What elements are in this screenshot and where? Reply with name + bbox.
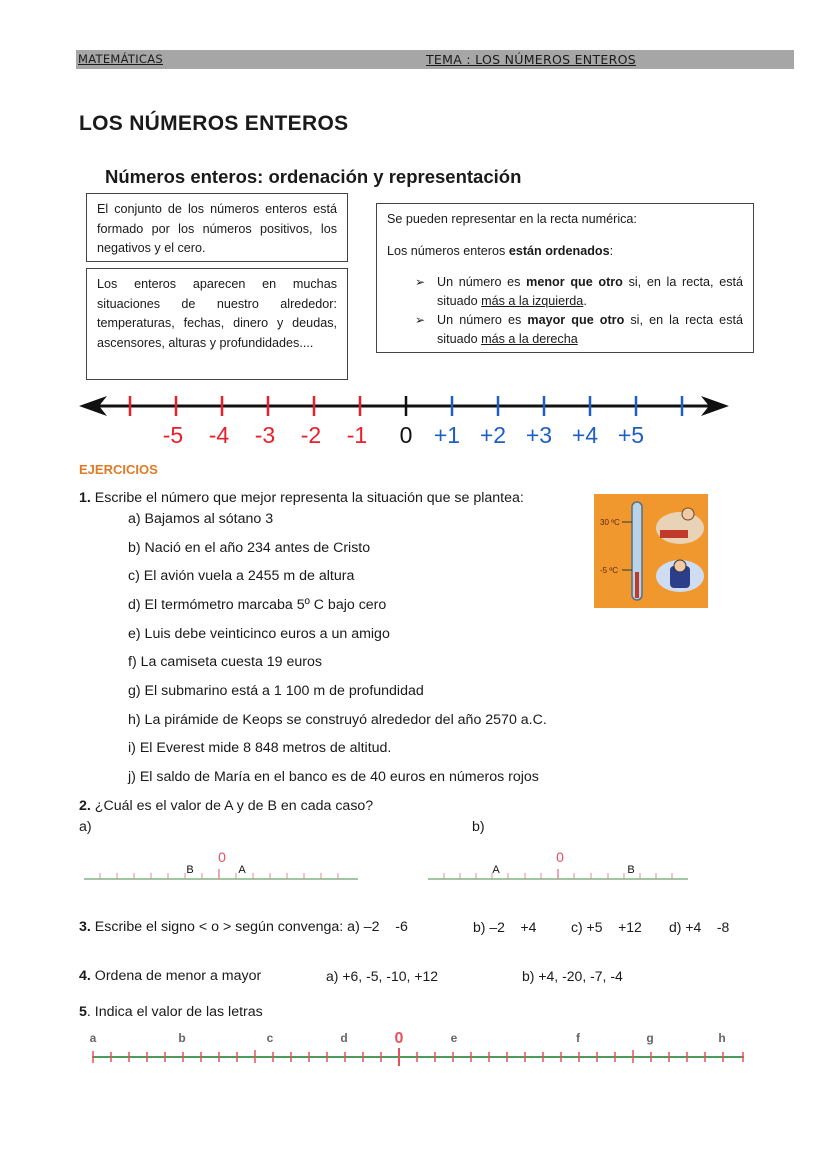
q1-item-i: i) El Everest mide 8 848 metros de altitud. bbox=[128, 740, 392, 756]
tick-label: +1 bbox=[433, 422, 461, 448]
q4-part-a: a) +6, -5, -10, +12 bbox=[326, 968, 439, 984]
header-subject: MATEMÁTICAS bbox=[78, 52, 163, 66]
page-subtitle: Números enteros: ordenación y representación bbox=[105, 166, 522, 187]
tick-label: -3 bbox=[254, 422, 276, 448]
letter-b: b bbox=[178, 1031, 186, 1045]
tick-label: +5 bbox=[617, 422, 645, 448]
question-number: 2. bbox=[79, 798, 91, 814]
q2-number-line-b bbox=[428, 845, 693, 885]
tick-label: -2 bbox=[300, 422, 322, 448]
question-number: 4. bbox=[79, 968, 91, 984]
tick-label: +3 bbox=[525, 422, 553, 448]
question-prompt: Escribe el signo < o > según convenga: a) –2 -6 bbox=[94, 919, 408, 935]
thermometer-illustration bbox=[594, 494, 708, 608]
letter-e: e bbox=[450, 1031, 458, 1045]
question-prompt: ¿Cuál es el valor de A y de B en cada caso? bbox=[94, 798, 374, 814]
exercises-heading: EJERCICIOS bbox=[79, 462, 158, 477]
text: si, en la recta está situado bbox=[437, 313, 743, 346]
hot-temperature-label: 30 ºC bbox=[600, 518, 620, 527]
tick-label: +4 bbox=[571, 422, 599, 448]
rule-greater-than bbox=[411, 311, 743, 349]
question-3 bbox=[79, 919, 408, 935]
point-b-label: B bbox=[186, 864, 194, 876]
representation-line2 bbox=[387, 242, 743, 262]
q2-number-line-a bbox=[84, 845, 364, 885]
point-a-label: A bbox=[492, 864, 500, 876]
representation-box bbox=[376, 203, 754, 353]
question-2 bbox=[79, 798, 373, 814]
tick-label-zero: 0 bbox=[399, 422, 413, 448]
q1-item-e: e) Luis debe veinticinco euros a un amigo bbox=[128, 626, 390, 642]
q3-part-c: c) +5 +12 bbox=[571, 919, 642, 935]
zero-label: 0 bbox=[556, 849, 564, 865]
question-number: 3. bbox=[79, 919, 91, 935]
situations-box bbox=[86, 268, 348, 380]
q1-item-g: g) El submarino está a 1 100 m de profundidad bbox=[128, 683, 424, 699]
text: Los números enteros bbox=[387, 243, 509, 258]
q5-number-line bbox=[84, 1026, 749, 1066]
tick-label: -1 bbox=[346, 422, 368, 448]
bold-text: mayor que otro bbox=[527, 313, 625, 327]
representation-line1: Se pueden representar en la recta numérica: bbox=[387, 212, 637, 226]
arrowhead-bullet-icon: ➢ bbox=[415, 313, 426, 327]
q4-part-b: b) +4, -20, -7, -4 bbox=[522, 968, 623, 984]
page-title: LOS NÚMEROS ENTEROS bbox=[79, 112, 349, 135]
text: Un número es bbox=[437, 313, 528, 327]
header-topic: TEMA : LOS NÚMEROS ENTEROS bbox=[426, 52, 636, 67]
q1-item-d: d) El termómetro marcaba 5º C bajo cero bbox=[128, 597, 387, 613]
q2-part-a-label: a) bbox=[79, 819, 92, 835]
q1-item-j: j) El saldo de María en el banco es de 40 euros en números rojos bbox=[128, 769, 539, 785]
zero-label: 0 bbox=[218, 849, 226, 865]
question-prompt: . Indica el valor de las letras bbox=[86, 1004, 263, 1020]
letter-h: h bbox=[718, 1031, 726, 1045]
bold-text: están ordenados bbox=[508, 243, 610, 258]
q1-item-a: a) Bajamos al sótano 3 bbox=[128, 511, 274, 527]
q3-part-d: d) +4 -8 bbox=[669, 919, 730, 935]
rule-less-than bbox=[411, 273, 743, 311]
definition-text: El conjunto de los números enteros está formado por los números positivos, los negativos y el cero. bbox=[97, 202, 337, 255]
text: : bbox=[609, 243, 614, 258]
q1-item-c: c) El avión vuela a 2455 m de altura bbox=[128, 568, 355, 584]
underlined-text: más a la izquierda bbox=[481, 294, 584, 308]
text: . bbox=[583, 294, 587, 308]
question-number: 1. bbox=[79, 490, 91, 506]
arrowhead-bullet-icon: ➢ bbox=[415, 275, 426, 289]
q2-part-b-label: b) bbox=[472, 819, 485, 835]
tick-label: -4 bbox=[208, 422, 230, 448]
q3-part-b: b) –2 +4 bbox=[473, 919, 537, 935]
letter-f: f bbox=[576, 1031, 580, 1045]
underlined-text: más a la derecha bbox=[481, 332, 578, 346]
question-number: 5 bbox=[79, 1004, 87, 1020]
definition-box bbox=[86, 193, 348, 262]
point-a-label: A bbox=[238, 864, 246, 876]
tick-label: -5 bbox=[162, 422, 184, 448]
situations-text: Los enteros aparecen en muchas situaciones de nuestro alrededor: temperaturas, fechas, dinero y deudas, ascensores, alturas y profundidades.... bbox=[97, 277, 337, 350]
text: Un número es bbox=[437, 275, 527, 289]
point-b-label: B bbox=[627, 864, 635, 876]
question-prompt: Escribe el número que mejor representa la situación que se plantea: bbox=[94, 490, 524, 506]
summer-scene-icon bbox=[656, 512, 704, 544]
letter-a: a bbox=[89, 1031, 97, 1045]
q1-item-f: f) La camiseta cuesta 19 euros bbox=[128, 654, 322, 670]
bold-text: menor que otro bbox=[526, 275, 623, 289]
zero-label: 0 bbox=[394, 1030, 404, 1047]
letter-d: d bbox=[340, 1031, 348, 1045]
question-4 bbox=[79, 968, 261, 984]
ordering-rules-list bbox=[411, 273, 743, 349]
q1-item-h: h) La pirámide de Keops se construyó alrededor del año 2570 a.C. bbox=[128, 712, 547, 728]
q1-item-b: b) Nació en el año 234 antes de Cristo bbox=[128, 540, 371, 556]
question-prompt: Ordena de menor a mayor bbox=[94, 968, 262, 984]
text: si, en la recta, está situado bbox=[437, 275, 744, 308]
question-5 bbox=[79, 1004, 263, 1020]
integer-number-line bbox=[75, 390, 745, 450]
letter-g: g bbox=[646, 1031, 654, 1045]
cold-temperature-label: -5 ºC bbox=[600, 566, 619, 575]
tick-label: +2 bbox=[479, 422, 507, 448]
letter-c: c bbox=[266, 1031, 274, 1045]
header-bar bbox=[76, 50, 794, 69]
question-1 bbox=[79, 490, 524, 506]
